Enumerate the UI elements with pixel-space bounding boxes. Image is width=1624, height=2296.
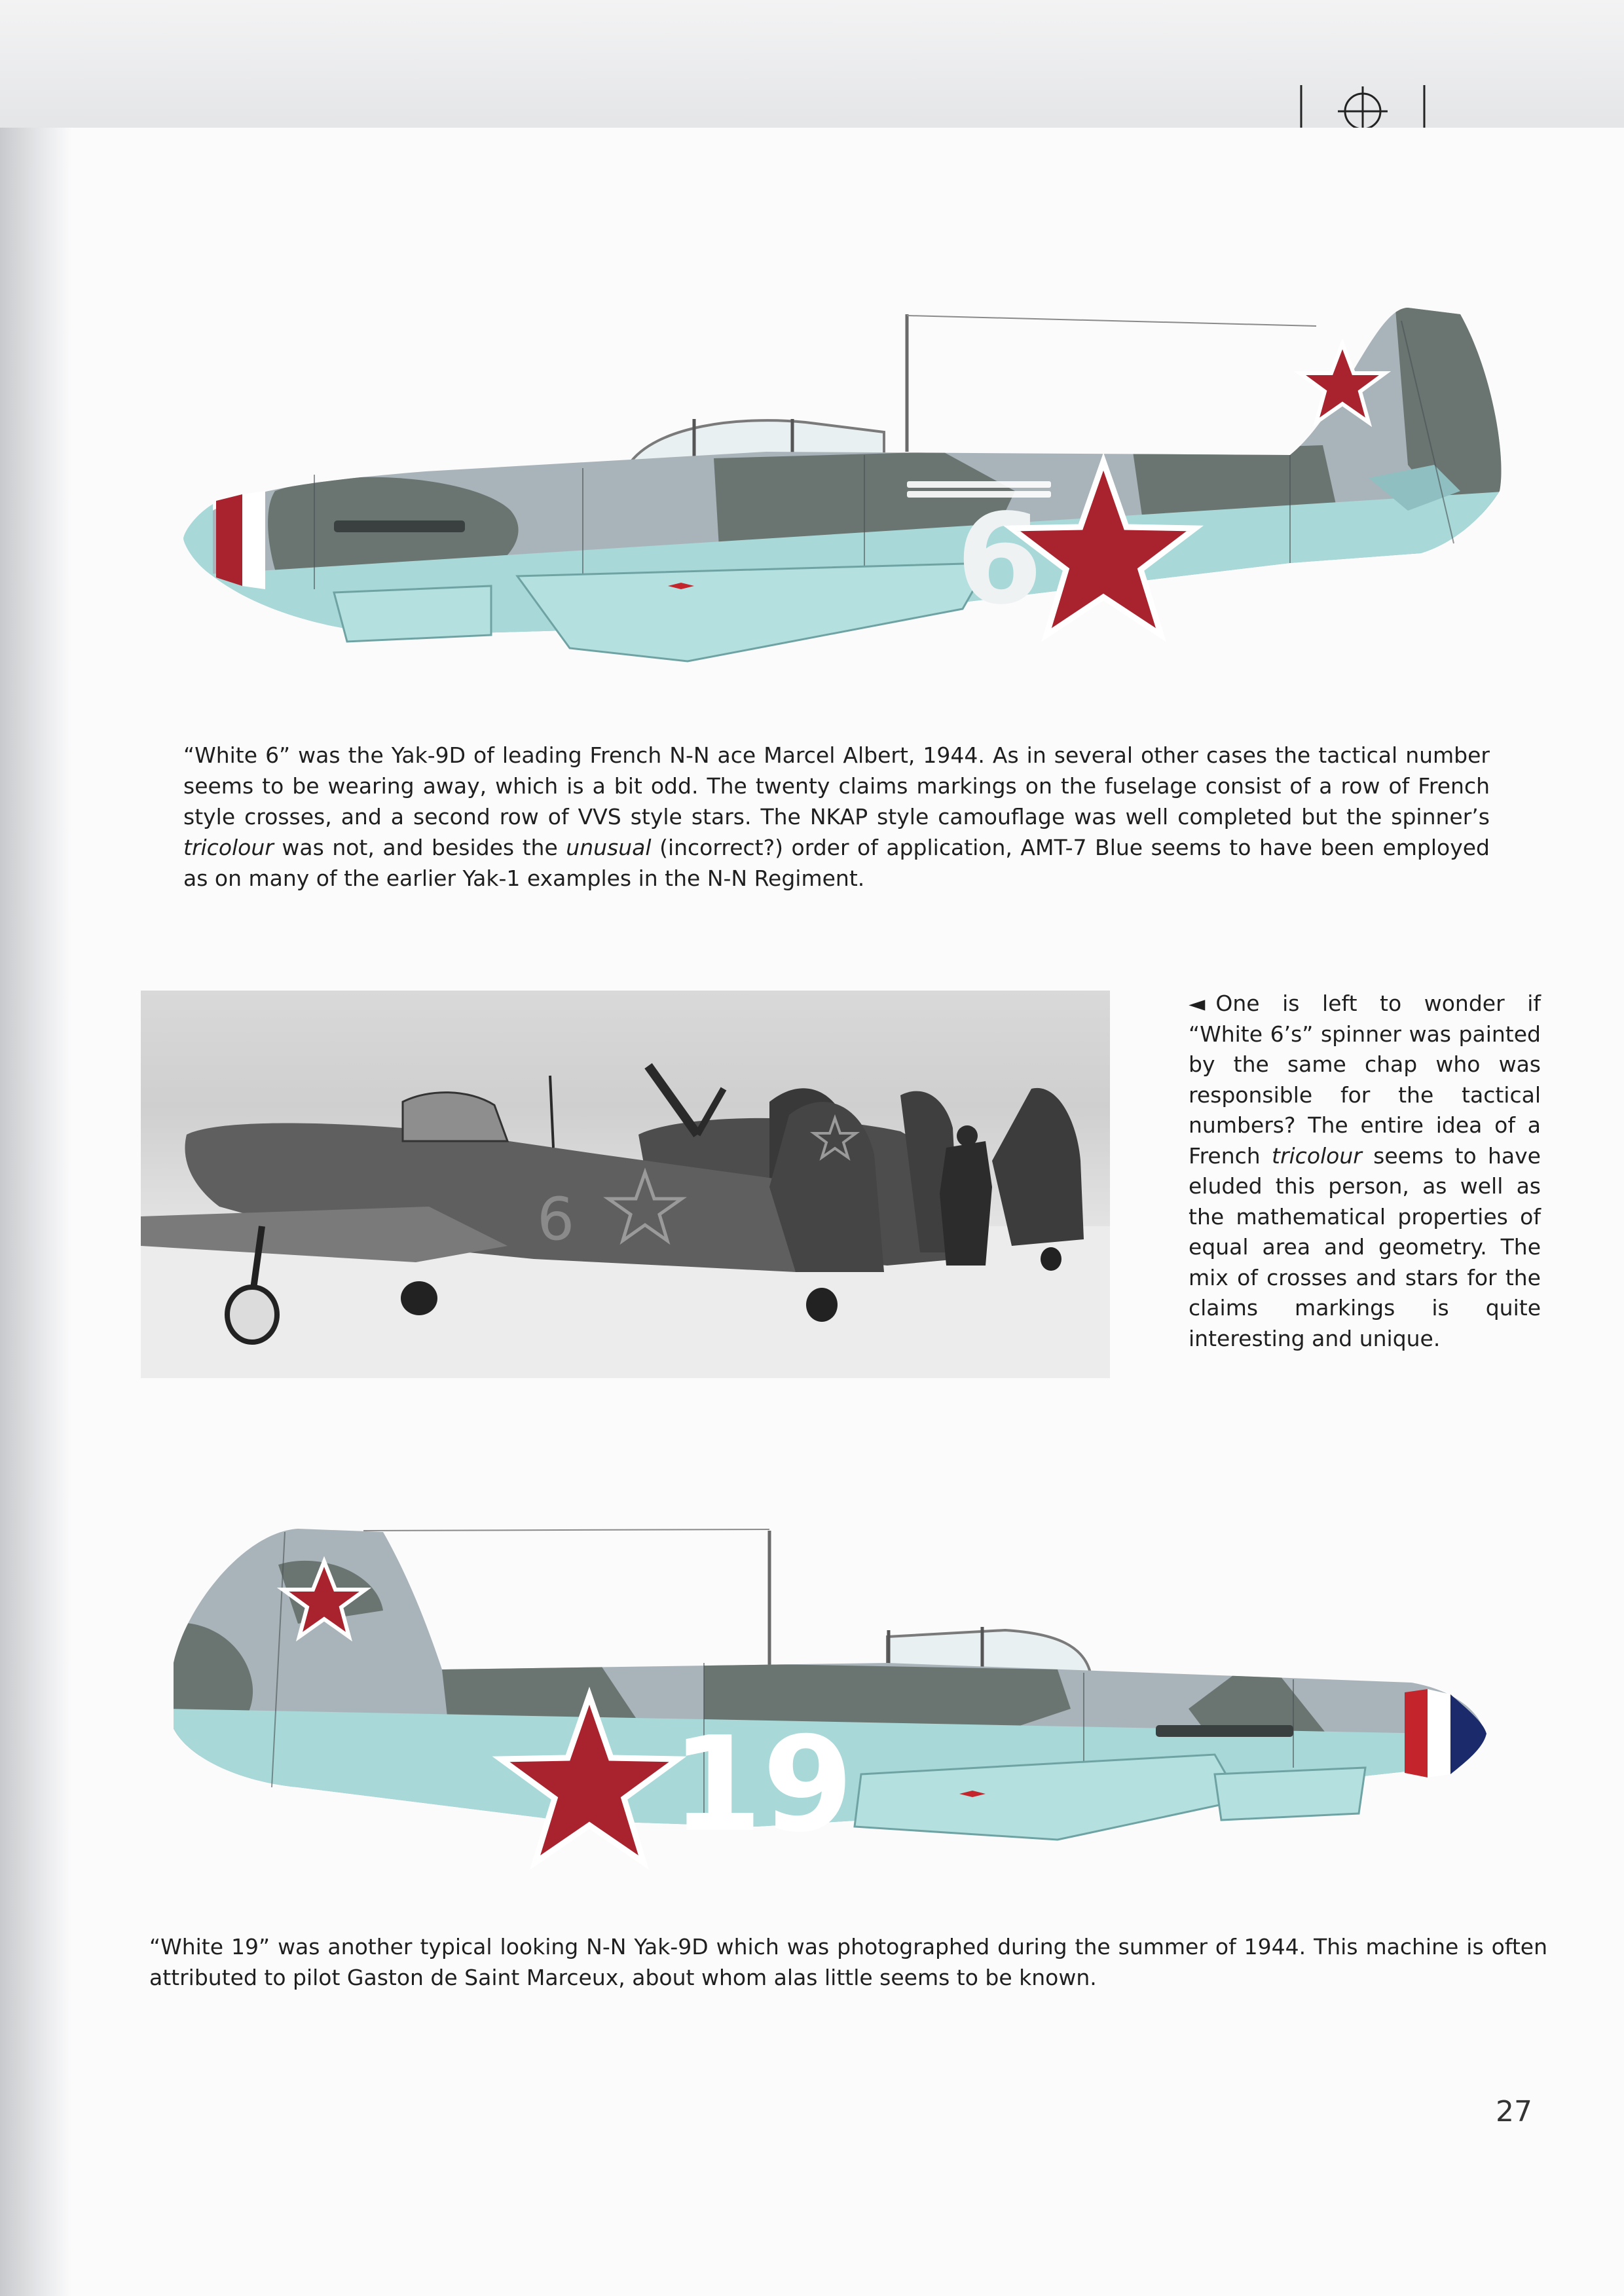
side-note-italic: tricolour (1272, 1142, 1362, 1169)
caption-white-6-part2: was not, and besides the (273, 835, 566, 860)
caption-white-6-part3: (incorrect?) order of application, AMT-7 Blue seems to have been employed as on many of the earlier Yak-1 examples in the N-N Regiment. (183, 835, 1490, 891)
profile-white-6 (177, 295, 1513, 694)
photo-number: 6 (537, 1185, 575, 1254)
profile-white-19 (167, 1512, 1503, 1905)
caption-white-6-italic1: tricolour (183, 835, 274, 860)
arrow-left-icon: ◄ (1189, 991, 1206, 1016)
caption-white-6-italic2: unusual (566, 835, 652, 860)
side-note (1189, 989, 1541, 1354)
caption-white-19: “White 19” was another typical looking N-N Yak-9D which was photographed during the summer of 1944. This machine is often attributed to pilot Gaston de Saint Marceux, about whom alas little seems to be known. (149, 1934, 1547, 1990)
caption-white-6 (183, 740, 1490, 894)
tactical-number-19: 19 (671, 1709, 854, 1861)
page-number: 27 (1496, 2095, 1532, 2128)
archive-photo (141, 991, 1110, 1378)
caption-white-6-part1: “White 6” was the Yak-9D of leading French N-N ace Marcel Albert, 1944. As in several other cases the tactical number seems to be wearing away, which is a bit odd. The twenty claims markings on the fuselage consist of a row of French style crosses, and a second row of VVS style stars. The NKAP style camouflage was well completed but the spinner’s (183, 742, 1490, 829)
side-note-part1: One is left to wonder if “White 6’s” spinner was painted by the same chap who was responsible for the tactical numbers? The entire idea of a French (1189, 991, 1541, 1169)
page-gutter-shadow (0, 128, 72, 2296)
tactical-number-6: 6 (956, 487, 1043, 632)
side-note-part2: seems to have eluded this person, as well as the mathematical properties of equal area and geometry. The mix of crosses and stars for the claims markings is quite interesting and unique. (1189, 1142, 1541, 1351)
